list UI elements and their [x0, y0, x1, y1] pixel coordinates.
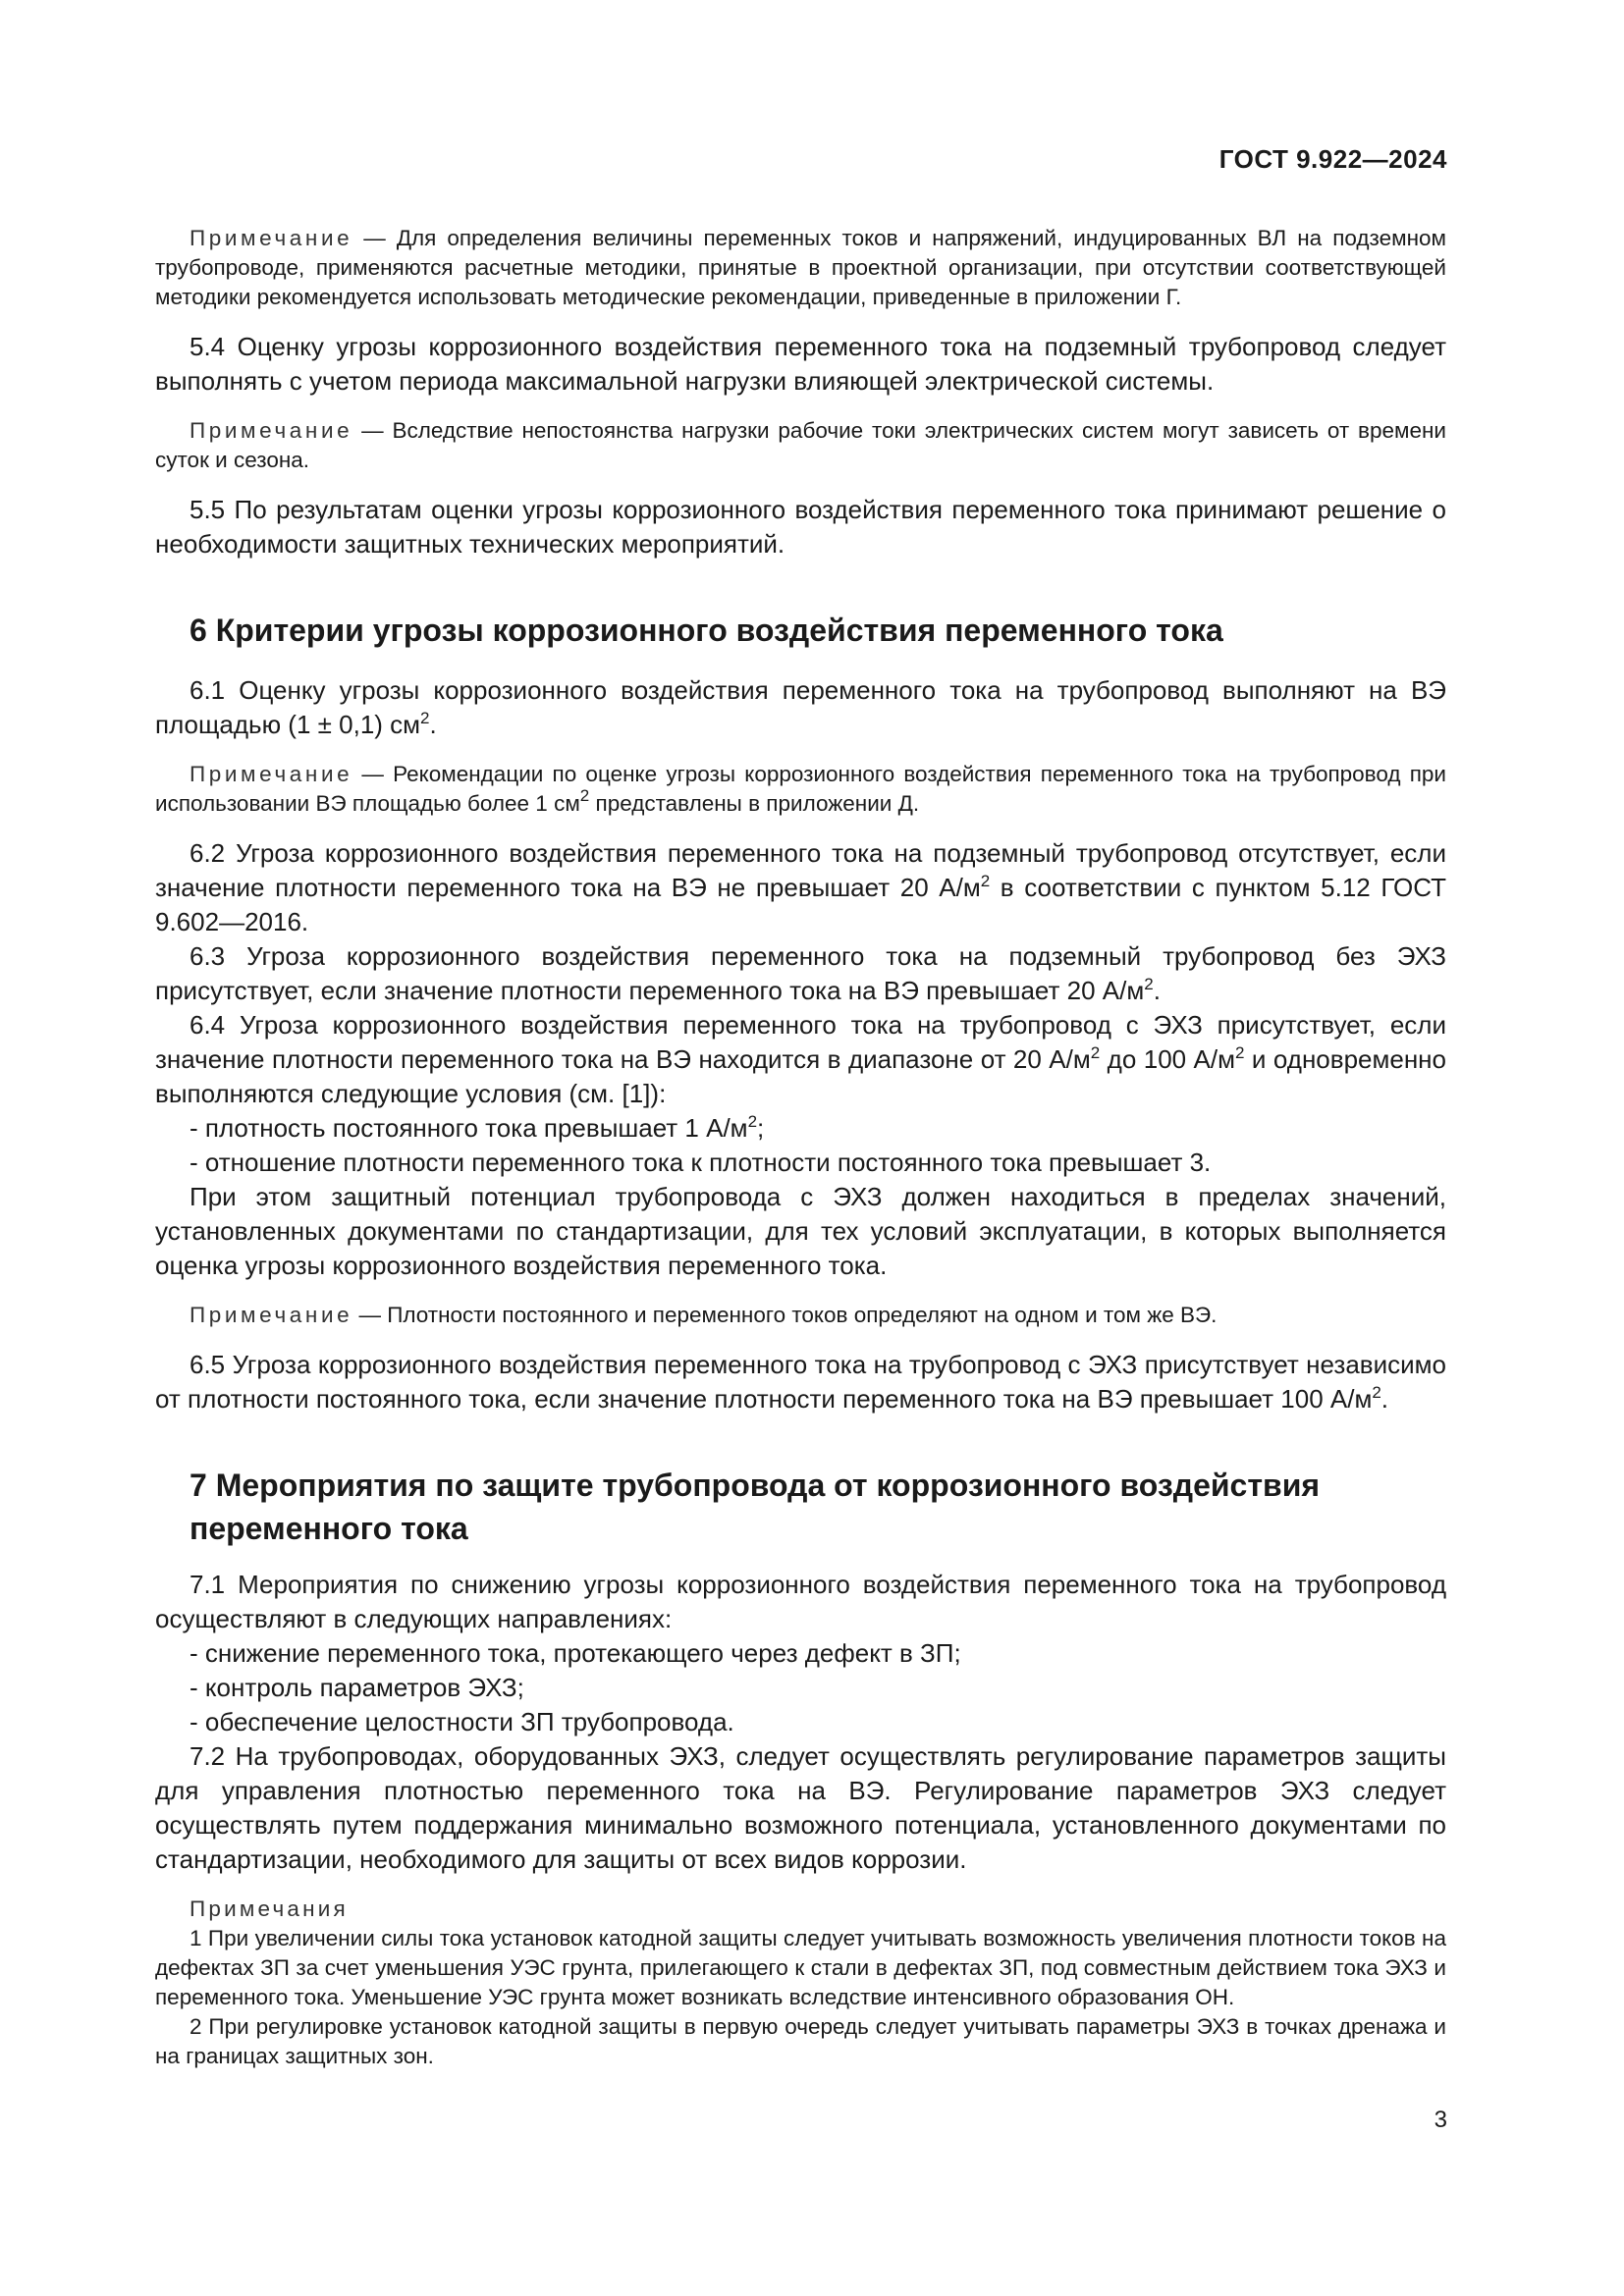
- note-label: Примечание: [189, 1303, 353, 1327]
- superscript: 2: [1144, 975, 1154, 993]
- clause-5-5: 5.5 По результатам оценки угрозы коррозионного воздействия переменного тока принимают решение о необходимости защитных технических мероприятий.: [155, 495, 1446, 559]
- clause-6-3: [155, 939, 1446, 1008]
- document-code-header: ГОСТ 9.922—2024: [1218, 144, 1447, 174]
- note-text: — Рекомендации по оценке угрозы коррозионного воздействия переменного тока на трубопровод при использовании ВЭ площадью более 1 см: [155, 762, 1446, 816]
- list-item: - снижение переменного тока, протекающего через дефект в ЗП;: [189, 1638, 961, 1668]
- list-item-end: ;: [757, 1113, 765, 1143]
- note-text: — Для определения величины переменных токов и напряжений, индуцированных ВЛ на подземном трубопроводе, применяются расчетные методики, принятые в проектной организации, при отсутствии соответствующей методики рекомендуется использовать методические рекомендации, приведенные в приложении Г.: [155, 226, 1446, 309]
- page-content: [155, 224, 1446, 2071]
- clause-6-1: [155, 673, 1446, 742]
- superscript: 2: [1235, 1043, 1245, 1062]
- clause-5-4: 5.4 Оценку угрозы коррозионного воздействия переменного тока на подземный трубопровод следует выполнять с учетом периода максимальной нагрузки влияющей электрической системы.: [155, 332, 1446, 396]
- clause-text-end: в соответствии с пунктом 5.12 ГОСТ 9.602—2016.: [155, 873, 1446, 936]
- note-text: — Плотности постоянного и переменного токов определяют на одном и том же ВЭ.: [352, 1303, 1218, 1327]
- list-item-text: - плотность постоянного тока превышает 1 А/м: [189, 1113, 748, 1143]
- note-item: 1 При увеличении силы тока установок катодной защиты следует учитывать возможность увеличения плотности токов на дефектах ЗП за счет уменьшения УЭС грунта, прилегающего к стали в дефектах ЗП, под совместным действием тока ЭХЗ и переменного тока. Уменьшение УЭС грунта может возникать вследствие интенсивного образования ОН.: [155, 1926, 1446, 2009]
- note-text: — Вследствие непостоянства нагрузки рабочие токи электрических систем могут зависеть от времени суток и сезона.: [155, 418, 1446, 472]
- superscript: 2: [747, 1112, 758, 1131]
- note-label: Примечание: [189, 418, 353, 443]
- note-label: Примечание: [189, 226, 353, 250]
- notes-block: [155, 1895, 1446, 2071]
- page-number: 3: [1434, 2107, 1447, 2133]
- clause-text: 6.4 Угроза коррозионного воздействия переменного тока на трубопровод с ЭХЗ присутствует, если значение плотности переменного тока на ВЭ находится в диапазоне от 20 А/м: [155, 1010, 1446, 1074]
- note-paragraph: [155, 1301, 1446, 1330]
- clause-text-end: .: [429, 710, 437, 739]
- clause-6-2: [155, 836, 1446, 939]
- superscript: 2: [579, 786, 590, 805]
- clause-text-end: .: [1380, 1384, 1389, 1414]
- clause-text: 6.5 Угроза коррозионного воздействия переменного тока на трубопровод с ЭХЗ присутствует независимо от плотности постоянного тока, если значение плотности переменного тока на ВЭ превышает 100 А/м: [155, 1350, 1446, 1414]
- clause-text: до 100 А/м: [1100, 1044, 1235, 1074]
- heading-line: 7 Мероприятия по защите трубопровода от коррозионного воздействия: [189, 1468, 1321, 1503]
- clause-7-2: 7.2 На трубопроводах, оборудованных ЭХЗ, следует осуществлять регулирование параметров защиты для управления плотностью переменного тока на ВЭ. Регулирование параметров ЭХЗ следует осуществлять путем поддержания минимально возможного потенциала, установленного документами по стандартизации, необходимого для защиты от всех видов коррозии.: [155, 1741, 1446, 1874]
- list-item: - отношение плотности переменного тока к плотности постоянного тока превышает 3.: [189, 1148, 1212, 1177]
- note-label: Примечание: [189, 762, 353, 786]
- note-text-end: представлены в приложении Д.: [589, 791, 920, 816]
- superscript: 2: [980, 872, 991, 890]
- list-item: [155, 1111, 1446, 1146]
- superscript: 2: [420, 709, 430, 727]
- notes-label: Примечания: [189, 1896, 349, 1921]
- heading-line: переменного тока: [189, 1511, 468, 1546]
- note-item: 2 При регулировке установок катодной защиты в первую очередь следует учитывать параметры ЭХЗ в точках дренажа и на границах защитных зон.: [155, 2014, 1446, 2068]
- clause-text: 6.2 Угроза коррозионного воздействия переменного тока на подземный трубопровод отсутствует, если значение плотности переменного тока на ВЭ не превышает 20 А/м: [155, 838, 1446, 902]
- list-item: - контроль параметров ЭХЗ;: [189, 1673, 524, 1702]
- note-paragraph: [155, 760, 1446, 819]
- list-item: - обеспечение целостности ЗП трубопровода.: [189, 1707, 734, 1736]
- clause-6-4: [155, 1008, 1446, 1111]
- note-paragraph: [155, 416, 1446, 475]
- section-6-heading: 6 Критерии угрозы коррозионного воздействия переменного тока: [189, 613, 1223, 648]
- clause-6-5: [155, 1348, 1446, 1416]
- superscript: 2: [1090, 1043, 1101, 1062]
- clause-6-4-continuation: При этом защитный потенциал трубопровода с ЭХЗ должен находиться в пределах значений, установленных документами по стандартизации, для тех условий эксплуатации, в которых выполняется оценка угрозы коррозионного воздействия переменного тока.: [155, 1182, 1446, 1280]
- clause-text: 6.1 Оценку угрозы коррозионного воздействия переменного тока на трубопровод выполняют на ВЭ площадью (1 ± 0,1) см: [155, 675, 1446, 739]
- superscript: 2: [1372, 1383, 1381, 1402]
- clause-7-1: 7.1 Мероприятия по снижению угрозы коррозионного воздействия переменного тока на трубопровод осуществляют в следующих направлениях:: [155, 1570, 1446, 1633]
- section-7-heading: [155, 1464, 1446, 1550]
- clause-text: 6.3 Угроза коррозионного воздействия переменного тока на подземный трубопровод без ЭХЗ присутствует, если значение плотности переменного тока на ВЭ превышает 20 А/м: [155, 941, 1446, 1005]
- clause-text-end: .: [1153, 976, 1161, 1005]
- note-paragraph: [155, 224, 1446, 312]
- clause-text-end: и одновременно выполняются следующие условия (см. [1]):: [155, 1044, 1447, 1108]
